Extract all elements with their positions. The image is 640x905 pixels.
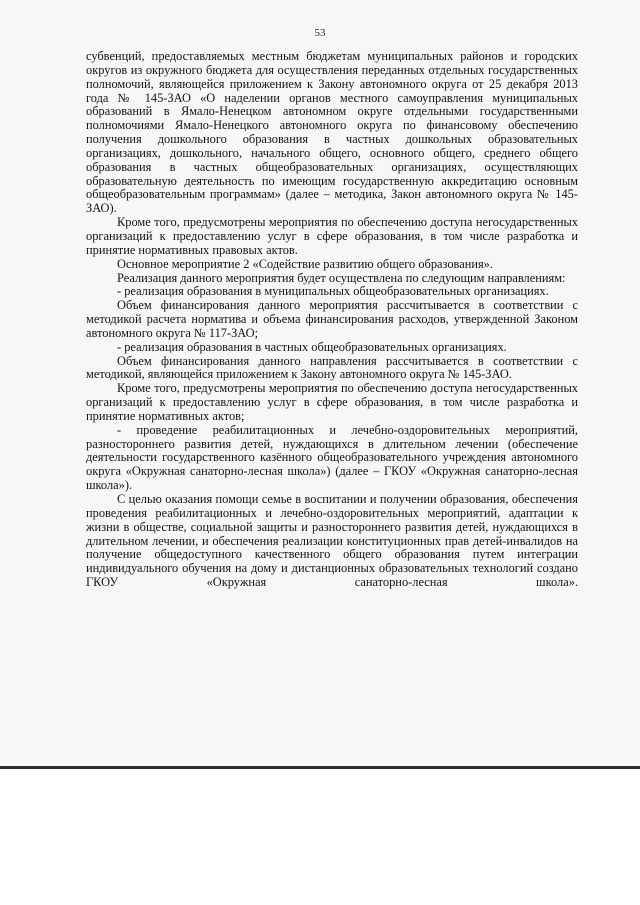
paragraph-implementation-directions: Реализация данного мероприятия будет осуществлена по следующим направлениям: <box>117 270 566 285</box>
paragraph-municipal-education: - реализация образования в муниципальных общеобразовательных организациях. <box>117 284 549 299</box>
paragraph-subventions-methodology: субвенций, предоставляемых местным бюджетам муниципальных районов и городских округов из окружного бюджета для осуществления переданных отдельных государственных полномочий, являющейся приложением к Закону автономного округа от 25 декабря 2013 года № 145-ЗАО «О наделении органов местного самоуправления муниципальных образований в Ямало-Ненецком автономном округе отдельными государственными полномочиями Ямало-Ненецкого автономного округа по финансовому обеспечению получения дошкольного образования в частных дошкольных образовательных организациях, дошкольного, начального общего, основного общего, среднего общего образования в частных общеобразовательных организациях, осуществляющих образовательную деятельность по имеющим государственную аккредитацию основным общеобразовательным программам» (далее – методика, Закон автономного округа № 145-ЗАО). <box>86 49 578 216</box>
paragraph-non-state-access-acts: Кроме того, предусмотрены мероприятия по обеспечению доступа негосударственных организаций к предоставлению услуг в сфере образования, в том числе разработка и принятие нормативных актов; <box>86 381 578 423</box>
paragraph-school-purpose: С целью оказания помощи семье в воспитании и получении образования, обеспечения проведения реабилитационных и лечебно-оздоровительных мероприятий, адаптации к жизни в обществе, социальной защиты и разностороннего развития детей, нуждающихся в длительном лечении, и обеспечения реализации конституционных прав детей-инвалидов на получение общедоступного качественного общего образования путем интеграции индивидуального обучения на дому и дистанционных образовательных технологий создано ГКОУ «Окружная санаторно-лесная школа». <box>86 492 578 590</box>
page-number: 53 <box>314 27 326 39</box>
paragraph-rehabilitation-activities: - проведение реабилитационных и лечебно-оздоровительных мероприятий, разностороннего развития детей, нуждающихся в длительном лечении (обеспечение деятельности государственного казённого общеобразовательного учреждения автономного округа «Окружная санаторно-лесная школа») (далее – ГКОУ «Окружная санаторно-лесная школа»). <box>86 422 578 493</box>
blank-margin <box>0 769 640 902</box>
paragraph-financing-private: Объем финансирования данного направления рассчитывается в соответствии с методикой, являющейся приложением к Закону автономного округа № 145-ЗАО. <box>86 353 578 382</box>
document-body <box>86 50 578 590</box>
paragraph-non-state-access: Кроме того, предусмотрены мероприятия по обеспечению доступа негосударственных организаций к предоставлению услуг в сфере образования, в том числе разработка и принятие нормативных правовых актов. <box>86 215 578 257</box>
paragraph-main-activity-2: Основное мероприятие 2 «Содействие развитию общего образования». <box>117 256 493 271</box>
paragraph-financing-municipal: Объем финансирования данного мероприятия рассчитывается в соответствии с методикой расчета норматива и объема финансирования расходов, утвержденной Законом автономного округа № 117-ЗАО; <box>86 298 578 340</box>
paragraph-private-education: - реализация образования в частных общеобразовательных организациях. <box>117 339 507 354</box>
